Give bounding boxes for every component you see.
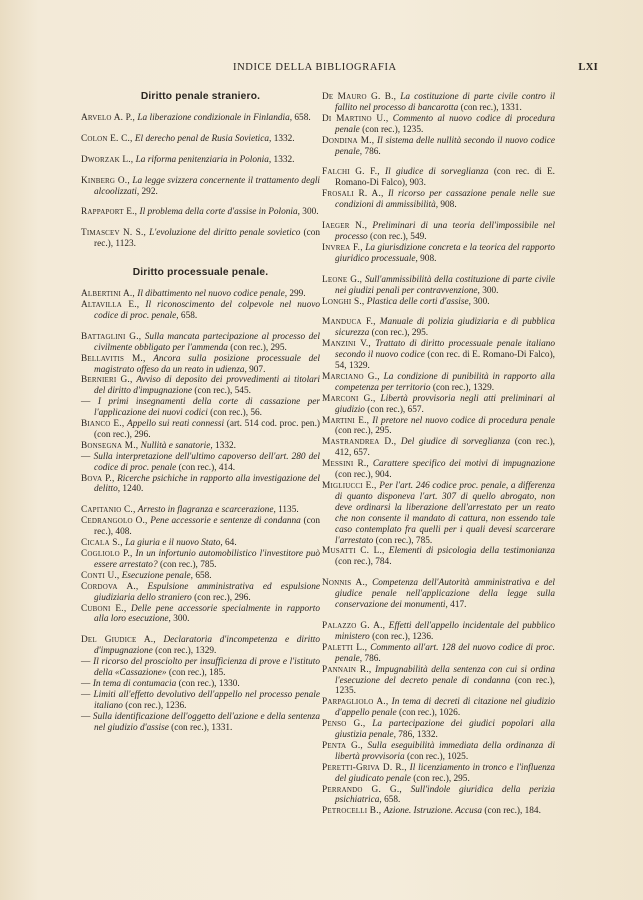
- left-column: [81, 92, 320, 734]
- page-number: LXI: [578, 62, 598, 73]
- entry-author: Dondina M.,: [322, 135, 375, 146]
- entry-author: Cicala S.,: [81, 538, 123, 549]
- entry-reference: (art. 514 cod. proc. pen.) (con rec.), 296.: [94, 419, 320, 440]
- entry-reference: 786.: [364, 146, 381, 157]
- bibliography-entry: [81, 354, 320, 376]
- entry-author: —: [81, 711, 91, 722]
- entry-author: Rappaport E.,: [81, 207, 138, 218]
- entry-author: Nonnis A.,: [322, 578, 368, 589]
- bibliography-entry: [322, 437, 555, 459]
- entry-author: Martini E.,: [322, 415, 370, 426]
- entry-author: De Mauro G. B.,: [322, 92, 397, 102]
- entry-title: L'evoluzione del diritto penale sovietico: [149, 228, 301, 239]
- bibliography-entry: [81, 474, 320, 496]
- entry-reference: 907.: [249, 364, 266, 375]
- entry-reference: (con rec.), 295.: [335, 426, 392, 437]
- entry-author: Albertini A.,: [81, 289, 135, 300]
- entry-reference: (con rec.), 1025.: [406, 751, 469, 762]
- entry-author: Invrea F.,: [322, 242, 363, 253]
- entry-title: Manuale di polizia giudiziaria e di pubblica sicurezza: [335, 317, 555, 339]
- entry-author: Mastrandrea D.,: [322, 437, 397, 448]
- entry-title: Libertà provvisoria negli atti preliminari al giudizio: [335, 393, 556, 415]
- entry-title: Avviso di deposito dei provvedimenti ai titolari del diritto d'impugnazione: [94, 375, 320, 397]
- bibliography-entry: [322, 189, 555, 211]
- bibliography-entry: [81, 657, 320, 679]
- entry-author: Cedrangolo O.,: [81, 516, 148, 527]
- bibliography-entry: [81, 582, 320, 604]
- entry-reference: 786, 1332.: [398, 730, 438, 741]
- entry-author: —: [81, 657, 91, 668]
- bibliography-entry: [81, 300, 320, 322]
- bibliography-entry: [322, 665, 555, 698]
- entry-title: La riforma penitenziaria in Polonia,: [135, 154, 272, 165]
- running-title: INDICE DELLA BIBLIOGRAFIA: [233, 62, 397, 73]
- entry-title: Sulla interpretazione dell'ultimo capoverso dell'art. 280 del codice di proc. penale: [93, 451, 320, 473]
- entry-title: Il riconoscimento del colpevole nel nuovo codice di proc. penale,: [94, 299, 320, 321]
- bibliography-entry: [322, 394, 555, 416]
- entry-author: Kinberg O.,: [81, 175, 130, 186]
- entry-author: Musatti C. L.,: [322, 546, 385, 557]
- bibliography-entry: [322, 136, 555, 158]
- bibliography-entry: [322, 297, 555, 308]
- bibliography-entry: [322, 243, 555, 265]
- entry-author: Falchi G. F.,: [322, 167, 380, 178]
- entry-title: Azione. Istruzione. Accusa: [383, 806, 483, 817]
- bibliography-entry: [322, 643, 555, 665]
- bibliography-entry: [322, 416, 555, 438]
- entry-title: Sulla mancata partecipazione al processo del civilmente obbligato per l'ammenda: [94, 331, 320, 353]
- entry-title: Commento al nuovo codice di procedura penale: [335, 113, 555, 135]
- entry-reference: 786.: [364, 653, 381, 664]
- entry-author: Cogliolo P.,: [81, 549, 133, 559]
- bibliography-entry: [81, 419, 320, 441]
- bibliography-entry: [81, 635, 320, 657]
- entry-author: Manduca F.,: [322, 317, 376, 328]
- bibliography-entry: [322, 806, 555, 817]
- entry-reference: 1332.: [273, 133, 295, 144]
- entry-reference: (con rec.), 295.: [413, 773, 470, 784]
- section-heading: Diritto processuale penale.: [132, 267, 269, 279]
- entry-author: Palazzo G. A.,: [322, 620, 386, 631]
- entry-title: La partecipazione dei giudici popolari alla giustizia penale,: [335, 719, 555, 741]
- entry-title: In tema di contumacia: [92, 678, 177, 689]
- entry-list: [81, 113, 320, 250]
- bibliography-entry: [81, 228, 320, 250]
- entry-author: Iaeger N.,: [322, 221, 368, 232]
- entry-reference: 64.: [225, 538, 237, 549]
- entry-author: Bova P.,: [81, 473, 115, 484]
- entry-title: La costituzione di parte civile contro il fallito nel processo di bancarotta: [335, 92, 555, 113]
- entry-reference: (con rec.), 904.: [335, 470, 392, 481]
- entry-title: La legge svizzera concernente il trattamento degli alcoolizzati,: [94, 175, 321, 197]
- entry-reference: 300.: [473, 296, 490, 307]
- entry-reference: (con rec.), 1236.: [372, 631, 434, 642]
- entry-author: —: [81, 451, 91, 462]
- entry-author: Colon E. C.,: [81, 133, 133, 144]
- entry-title: La giurisdizione concreta e la teorica del rapporto giuridico processuale,: [335, 242, 555, 264]
- entry-reference: (con rec.), 1026.: [398, 708, 461, 719]
- entry-author: Penta G.,: [322, 740, 363, 751]
- entry-title: Ricerche psichiche in rapporto alla investigazione del delitto,: [94, 473, 320, 495]
- entry-title: Per l'art. 246 codice proc. penale, a differenza di quanto disponeva l'art. 307 di quello abrogato, non deve ordinarsi la liberazione dell'arrestato per un reato che non consente il mandato di cattura, non essendo tale caso contemplato fra quelli per i quali devesi scarcerare l'arrestato: [335, 481, 555, 546]
- entry-author: Capitanio C.,: [81, 505, 136, 516]
- entry-author: Frosali R. A.,: [322, 189, 384, 200]
- entry-author: Altavilla E.,: [81, 299, 140, 310]
- entry-reference: 417.: [450, 600, 467, 611]
- entry-title: Plastica delle corti d'assise,: [366, 296, 471, 307]
- entry-author: Messini R.,: [322, 459, 369, 470]
- entry-author: Arvelo A. P.,: [81, 112, 136, 123]
- bibliography-entry: [322, 317, 555, 339]
- entry-reference: 908.: [420, 253, 437, 264]
- bibliography-entry: [322, 763, 555, 785]
- right-column: [322, 92, 555, 817]
- entry-title: Il pretore nel nuovo codice di procedura penale: [372, 415, 555, 426]
- entry-reference: 658.: [294, 112, 311, 123]
- entry-title: Sulla identificazione dell'oggetto dell'azione e della sentenza nel giudizio d'assise: [92, 711, 321, 733]
- bibliography-entry: [81, 176, 320, 198]
- entry-reference: 300.: [482, 285, 499, 296]
- entry-reference: 658.: [195, 570, 212, 581]
- entry-reference: (con rec.), 784.: [335, 557, 392, 568]
- bibliography-entry: [81, 516, 320, 538]
- entry-author: Manzini V.,: [322, 339, 371, 350]
- entry-title: In un infortunio automobilistico l'investitore può essere arrestato?: [94, 549, 320, 570]
- bibliography-entry: [81, 207, 320, 218]
- entry-author: Longhi S.,: [322, 296, 365, 307]
- bibliography-entry: [81, 397, 320, 419]
- entry-author: Peretti-Griva D. R.,: [322, 762, 407, 773]
- entry-author: —: [81, 678, 91, 689]
- entry-reference: (con rec.), 408.: [94, 516, 321, 538]
- entry-author: Bonsegna M.,: [81, 440, 139, 451]
- entry-reference: (con rec.), 1123.: [94, 228, 320, 250]
- bibliography-entry: [81, 452, 320, 474]
- bibliography-entry: [81, 134, 320, 145]
- entry-reference: (con rec.), 657.: [367, 404, 424, 415]
- entry-author: Bernieri G.,: [81, 375, 133, 386]
- entry-author: Migliucci E.,: [322, 481, 377, 491]
- entry-title: Limiti all'effetto devolutivo dell'appello nel processo penale italiano: [93, 689, 320, 711]
- entry-author: Leone G.,: [322, 274, 363, 285]
- entry-author: Di Martino U.,: [322, 113, 389, 124]
- entry-title: Declaratoria d'incompetenza e diritto d'impugnazione: [94, 635, 321, 657]
- bibliography-entry: [322, 719, 555, 741]
- entry-title: Impugnabilità della sentenza con cui si ordina l'esecuzione del decreto penale di condanna: [335, 664, 555, 686]
- entry-reference: (con rec.), 1329.: [432, 382, 495, 393]
- entry-title: Carattere specifico dei motivi di impugnazione: [372, 459, 556, 470]
- entry-reference: (con rec.), 1236.: [125, 700, 187, 711]
- bibliography-entry: [81, 113, 320, 124]
- bibliography-entry: [322, 546, 555, 568]
- entry-reference: 300.: [302, 207, 319, 218]
- entry-list: [322, 92, 555, 817]
- entry-title: Del giudice di sorveglianza: [400, 437, 511, 448]
- bibliography-entry: [322, 372, 555, 394]
- entry-title: Sull'ammissibilità della costituzione di parte civile nei giudizi penali per contravvenzione,: [335, 274, 556, 296]
- entry-reference: (con rec.), 1235.: [335, 675, 556, 697]
- entry-author: Cordova A.,: [81, 581, 139, 592]
- bibliography-entry: [81, 571, 320, 582]
- entry-reference: 300.: [173, 614, 190, 625]
- entry-reference: (con rec.), 295.: [230, 342, 287, 353]
- entry-title: Pene accessorie e sentenze di condanna: [150, 516, 301, 527]
- entry-title: Arresto in flagranza e scarcerazione,: [137, 505, 276, 516]
- entry-title: Il sistema delle nullità secondo il nuovo codice penale,: [335, 135, 555, 157]
- entry-author: Dworzak L.,: [81, 154, 134, 165]
- entry-title: Il licenziamento in tronco e l'influenza del giudicato penale: [335, 762, 556, 784]
- entry-title: Commento all'art. 128 del nuovo codice di proc. penale,: [335, 642, 555, 664]
- entry-title: I primi insegnamenti della corte di cassazione per l'applicazione dei nuovi codici: [94, 397, 321, 419]
- entry-list: [81, 289, 320, 733]
- bibliography-entry: [322, 221, 555, 243]
- bibliography-entry: [81, 155, 320, 166]
- entry-title: La liberazione condizionale in Finlandia,: [137, 112, 293, 123]
- bibliography-entry: [81, 712, 320, 734]
- entry-title: Delle pene accessorie specialmente in rapporto alla loro esecuzione,: [94, 603, 320, 625]
- entry-title: Il dibattimento nel nuovo codice penale,: [137, 289, 288, 300]
- entry-reference: (con rec.), 1331.: [171, 722, 233, 733]
- entry-title: El derecho penal de Rusia Sovietica,: [134, 133, 272, 144]
- entry-reference: 1332.: [215, 440, 236, 451]
- entry-reference: (con rec.), 1329.: [155, 646, 217, 657]
- entry-author: Bellavitis M.,: [81, 353, 146, 364]
- entry-author: Battaglini G.,: [81, 331, 142, 342]
- entry-author: Cuboni E.,: [81, 603, 127, 614]
- entry-author: Penso G.,: [322, 719, 366, 730]
- entry-author: Timascev N. S.,: [81, 228, 147, 239]
- bibliography-entry: [322, 459, 555, 481]
- entry-title: Trattato di diritto processuale penale italiano secondo il nuovo codice: [335, 339, 556, 361]
- entry-author: —: [81, 397, 91, 408]
- bibliography-entry: [81, 375, 320, 397]
- entry-reference: (con rec.), 414.: [178, 462, 236, 473]
- bibliography-entry: [322, 578, 555, 611]
- entry-reference: 1135.: [278, 505, 299, 516]
- bibliography-entry: [322, 621, 555, 643]
- entry-reference: 299.: [289, 289, 306, 300]
- entry-reference: 1332.: [273, 154, 295, 165]
- entry-title: In tema di decreti di citazione nel giudizio d'appello penale: [335, 697, 555, 719]
- entry-title: La condizione di punibilità in rapporto alla competenza per territorio: [335, 371, 556, 393]
- bibliography-entry: [81, 604, 320, 626]
- entry-title: Sulla eseguibilità immediata della ordinanza di libertà provvisoria: [335, 740, 556, 762]
- entry-author: Bianco E.,: [81, 419, 125, 430]
- entry-title: Espulsione amministrativa ed espulsione giudiziaria dello straniero: [94, 581, 320, 603]
- entry-author: Marciano G.,: [322, 371, 380, 382]
- entry-title: Nullità e sanatorie,: [140, 440, 213, 451]
- entry-reference: (con rec.), 184.: [484, 806, 541, 817]
- entry-title: Preliminari di una teoria dell'impossibile nel processo: [335, 221, 555, 242]
- bibliography-entry: [81, 505, 320, 516]
- entry-reference: (con rec.), 412, 657.: [335, 437, 555, 459]
- entry-author: Pannain R.,: [322, 664, 372, 675]
- bibliography-entry: [322, 167, 555, 189]
- entry-reference: (con rec.), 545.: [194, 386, 251, 397]
- entry-author: Parpagliolo A.,: [322, 697, 389, 708]
- entry-title: Appello sui reati connessi: [127, 419, 225, 430]
- running-header: [0, 62, 643, 78]
- entry-reference: (con rec.), 185.: [168, 668, 226, 679]
- bibliography-entry: [322, 114, 555, 136]
- entry-title: Effetti dell'appello incidentale del pubblico ministero: [335, 620, 556, 642]
- bibliography-entry: [81, 441, 320, 452]
- entry-reference: (con rec. di E. Romano-Di Falco), 54, 1329.: [335, 350, 555, 372]
- entry-reference: (con rec. di E. Romano-Di Falco), 903.: [335, 167, 556, 189]
- bibliography-entry: [322, 741, 555, 763]
- entry-title: Ancora sulla posizione processuale del magistrato offeso da un reato in udienza,: [94, 353, 320, 375]
- bibliography-entry: [322, 92, 555, 114]
- entry-reference: (con rec.), 785.: [159, 559, 217, 570]
- entry-reference: 1240.: [122, 484, 144, 495]
- entry-title: Il ricorso del prosciolto per insufficienza di prove e l'istituto della «Cassazione»: [93, 657, 321, 679]
- entry-reference: 292.: [141, 186, 158, 197]
- entry-title: Sull'indole giuridica della perizia psichiatrica,: [335, 784, 555, 806]
- entry-reference: 908.: [440, 200, 457, 211]
- bibliography-entry: [81, 332, 320, 354]
- entry-author: Conti U.,: [81, 570, 120, 581]
- bibliography-entry: [322, 481, 555, 546]
- bibliography-entry: [322, 697, 555, 719]
- entry-reference: (con rec.), 785.: [375, 535, 433, 546]
- entry-title: Esecuzione penale,: [121, 570, 193, 581]
- entry-title: La giuria e il nuovo Stato,: [125, 538, 223, 549]
- bibliography-entry: [322, 275, 555, 297]
- entry-reference: (con rec.), 1330.: [178, 678, 240, 689]
- entry-author: Marconi G.,: [322, 393, 376, 404]
- bibliography-entry: [81, 289, 320, 300]
- entry-reference: (con rec.), 549.: [370, 231, 427, 242]
- entry-title: Il ricorso per cassazione penale nelle sue condizioni di ammissibilità,: [335, 189, 555, 211]
- entry-reference: (con rec.), 1235.: [362, 124, 424, 135]
- bibliography-entry: [81, 549, 320, 571]
- bibliography-entry: [81, 679, 320, 690]
- entry-title: Elementi di psicologia della testimonianza: [388, 546, 556, 557]
- entry-reference: 658.: [384, 795, 401, 806]
- bibliography-entry: [81, 538, 320, 549]
- entry-reference: (con rec.), 295.: [371, 328, 429, 339]
- entry-author: Perrando G. G.,: [322, 784, 402, 795]
- entry-author: Petrocelli B.,: [322, 806, 382, 817]
- entry-author: Del Giudice A.,: [81, 635, 156, 646]
- bibliography-entry: [322, 339, 555, 372]
- entry-title: Il problema della corte d'assise in Polonia,: [139, 207, 300, 218]
- entry-reference: (con rec.), 296.: [194, 592, 251, 603]
- entry-author: —: [81, 689, 91, 700]
- bibliography-entry: [322, 785, 555, 807]
- entry-reference: (con rec.), 1331.: [460, 102, 522, 113]
- bibliography-entry: [81, 690, 320, 712]
- entry-title: Il giudice di sorveglianza: [385, 167, 489, 178]
- entry-reference: (con rec.), 56.: [210, 408, 263, 419]
- entry-title: Competenza dell'Autorità amministrativa e del giudice penale nell'applicazione della legge sulla conservazione dei monumenti,: [335, 578, 555, 611]
- section-heading: Diritto penale straniero.: [140, 91, 261, 102]
- entry-author: Paletti L.,: [322, 642, 368, 653]
- entry-reference: 658.: [180, 310, 198, 321]
